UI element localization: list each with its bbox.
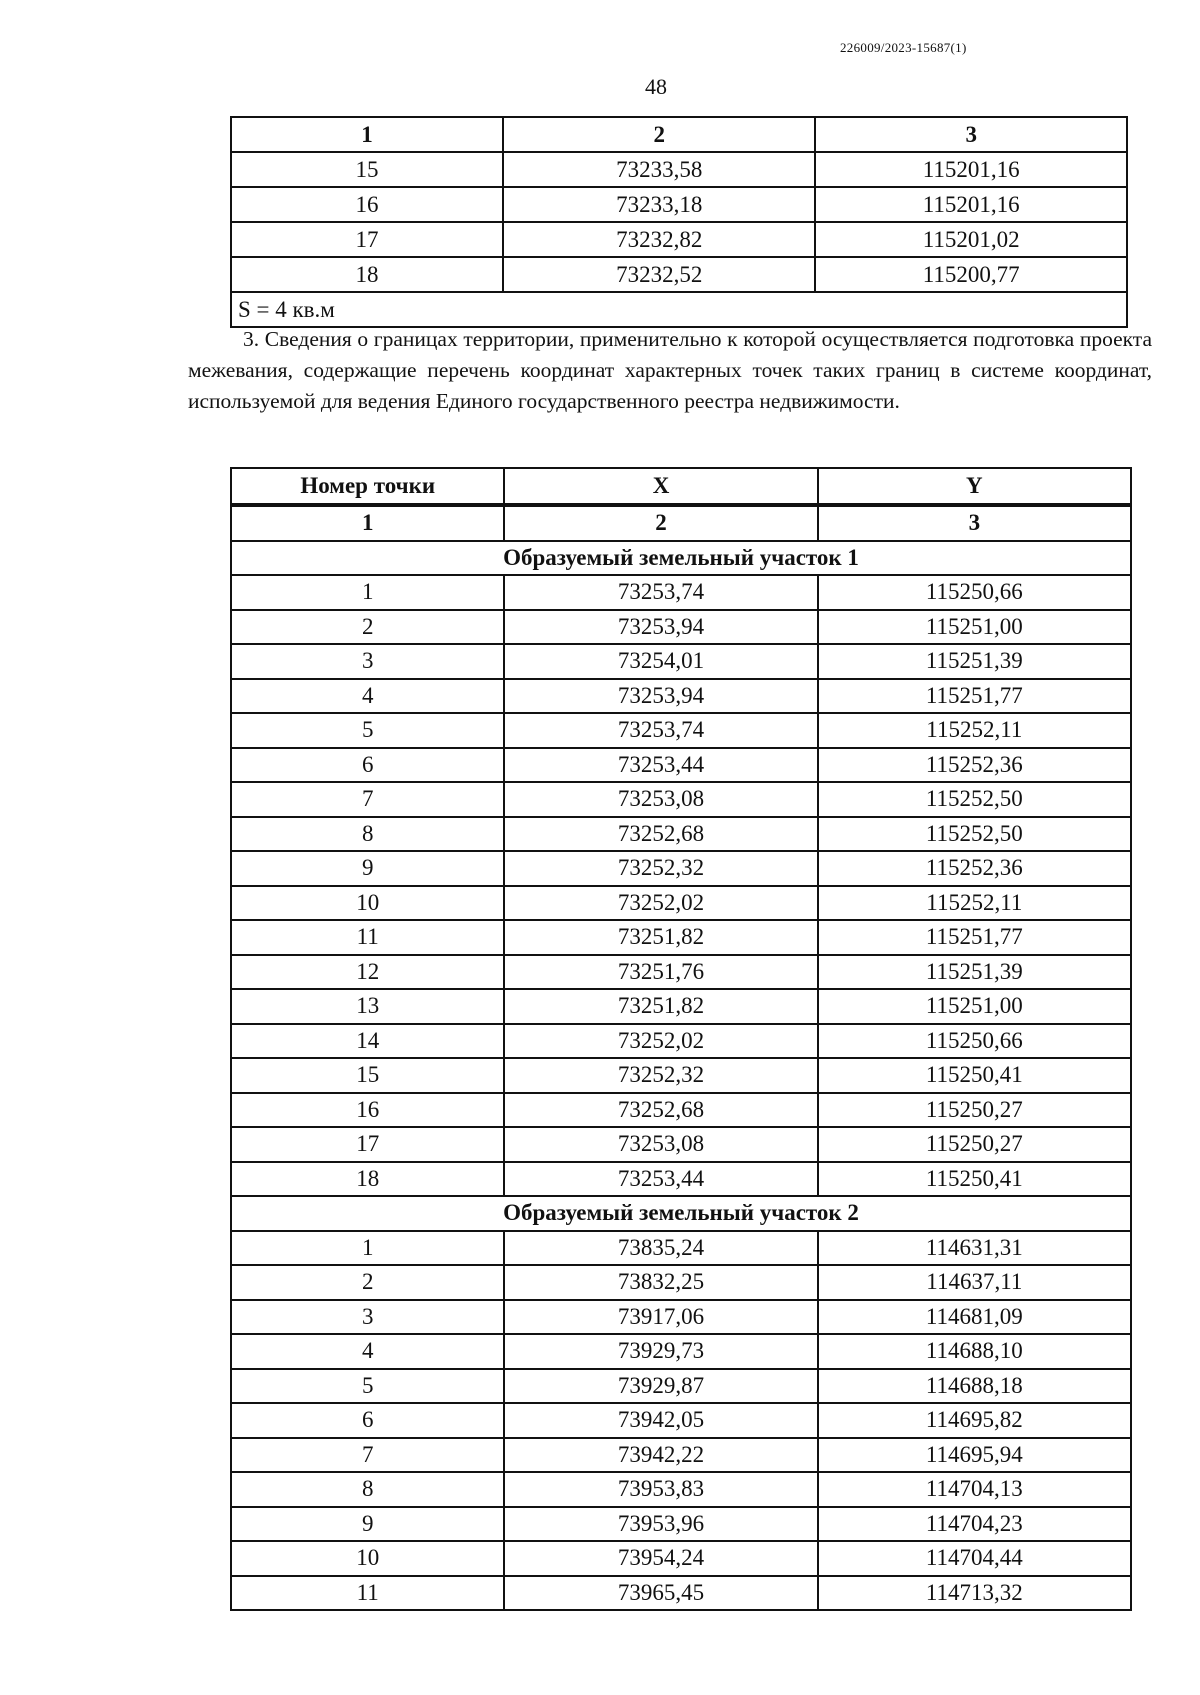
paragraph-text: 3. Сведения о границах территории, применительно к которой осуществляется подготовка проекта межевания, содержащие перечень координат характерных точек таких границ в системе координат, используемой для ведения Единого государственного реестра недвижимости. bbox=[188, 327, 1152, 413]
table-row bbox=[231, 257, 1127, 292]
point-number-cell: 1 bbox=[231, 575, 504, 610]
table-row bbox=[231, 679, 1131, 714]
table-row bbox=[231, 187, 1127, 222]
table-row bbox=[231, 955, 1131, 990]
table-row bbox=[231, 713, 1131, 748]
table-row bbox=[231, 851, 1131, 886]
y-coordinate-cell: 115201,16 bbox=[815, 152, 1127, 187]
table-row bbox=[231, 989, 1131, 1024]
column-number-3: 3 bbox=[818, 505, 1131, 541]
x-coordinate-cell: 73954,24 bbox=[504, 1541, 817, 1576]
y-coordinate-cell: 115250,27 bbox=[818, 1127, 1131, 1162]
y-coordinate-cell: 115201,16 bbox=[815, 187, 1127, 222]
y-coordinate-cell: 115250,41 bbox=[818, 1162, 1131, 1197]
point-number-cell: 16 bbox=[231, 1093, 504, 1128]
y-coordinate-cell: 115250,27 bbox=[818, 1093, 1131, 1128]
y-coordinate-cell: 115252,36 bbox=[818, 748, 1131, 783]
x-coordinate-cell: 73942,05 bbox=[504, 1403, 817, 1438]
column-number-3: 3 bbox=[815, 117, 1127, 152]
point-number-cell: 12 bbox=[231, 955, 504, 990]
table-row bbox=[231, 782, 1131, 817]
x-coordinate-cell: 73965,45 bbox=[504, 1576, 817, 1611]
x-coordinate-cell: 73253,94 bbox=[504, 610, 817, 645]
boundary-coordinates-table bbox=[230, 467, 1132, 1611]
table-row bbox=[231, 1127, 1131, 1162]
y-coordinate-cell: 114637,11 bbox=[818, 1265, 1131, 1300]
x-coordinate-cell: 73253,08 bbox=[504, 1127, 817, 1162]
x-coordinate-cell: 73832,25 bbox=[504, 1265, 817, 1300]
column-number-2: 2 bbox=[503, 117, 815, 152]
x-coordinate-cell: 73253,08 bbox=[504, 782, 817, 817]
x-coordinate-cell: 73233,18 bbox=[503, 187, 815, 222]
x-coordinate-cell: 73253,74 bbox=[504, 713, 817, 748]
y-coordinate-cell: 115252,36 bbox=[818, 851, 1131, 886]
y-coordinate-cell: 115252,11 bbox=[818, 713, 1131, 748]
x-coordinate-cell: 73252,02 bbox=[504, 886, 817, 921]
x-coordinate-cell: 73942,22 bbox=[504, 1438, 817, 1473]
coordinates-table-continued bbox=[230, 116, 1128, 328]
section-title: Образуемый земельный участок 1 bbox=[231, 541, 1131, 576]
y-coordinate-cell: 115250,66 bbox=[818, 1024, 1131, 1059]
point-number-cell: 7 bbox=[231, 782, 504, 817]
y-coordinate-cell: 115200,77 bbox=[815, 257, 1127, 292]
y-coordinate-cell: 114704,13 bbox=[818, 1472, 1131, 1507]
point-number-cell: 13 bbox=[231, 989, 504, 1024]
y-coordinate-cell: 114688,18 bbox=[818, 1369, 1131, 1404]
y-coordinate-cell: 114713,32 bbox=[818, 1576, 1131, 1611]
table-row bbox=[231, 152, 1127, 187]
x-coordinate-cell: 73929,87 bbox=[504, 1369, 817, 1404]
point-number-cell: 9 bbox=[231, 851, 504, 886]
x-coordinate-cell: 73953,96 bbox=[504, 1507, 817, 1542]
table-row bbox=[231, 886, 1131, 921]
area-row bbox=[231, 292, 1127, 327]
point-number-cell: 10 bbox=[231, 886, 504, 921]
y-coordinate-cell: 115252,11 bbox=[818, 886, 1131, 921]
point-number-cell: 15 bbox=[231, 1058, 504, 1093]
x-coordinate-cell: 73252,02 bbox=[504, 1024, 817, 1059]
table-row bbox=[231, 1369, 1131, 1404]
table-row bbox=[231, 1438, 1131, 1473]
x-coordinate-cell: 73233,58 bbox=[503, 152, 815, 187]
y-coordinate-cell: 114695,94 bbox=[818, 1438, 1131, 1473]
table-row bbox=[231, 1093, 1131, 1128]
point-number-cell: 7 bbox=[231, 1438, 504, 1473]
table-row bbox=[231, 1024, 1131, 1059]
point-number-cell: 9 bbox=[231, 1507, 504, 1542]
table-row bbox=[231, 1576, 1131, 1611]
point-number-cell: 2 bbox=[231, 1265, 504, 1300]
y-coordinate-cell: 115252,50 bbox=[818, 817, 1131, 852]
point-number-cell: 8 bbox=[231, 817, 504, 852]
table-row bbox=[231, 1058, 1131, 1093]
x-coordinate-cell: 73232,52 bbox=[503, 257, 815, 292]
section-title: Образуемый земельный участок 2 bbox=[231, 1196, 1131, 1231]
x-coordinate-cell: 73253,94 bbox=[504, 679, 817, 714]
y-coordinate-cell: 114704,44 bbox=[818, 1541, 1131, 1576]
y-coordinate-cell: 114631,31 bbox=[818, 1231, 1131, 1266]
section-title-row bbox=[231, 541, 1131, 576]
point-number-cell: 6 bbox=[231, 1403, 504, 1438]
header-y: Y bbox=[818, 468, 1131, 505]
section-3-paragraph bbox=[188, 324, 1152, 417]
y-coordinate-cell: 115251,39 bbox=[818, 955, 1131, 990]
x-coordinate-cell: 73252,68 bbox=[504, 817, 817, 852]
section-title-row bbox=[231, 1196, 1131, 1231]
x-coordinate-cell: 73917,06 bbox=[504, 1300, 817, 1335]
x-coordinate-cell: 73252,32 bbox=[504, 1058, 817, 1093]
column-number-row bbox=[231, 117, 1127, 152]
table-row bbox=[231, 222, 1127, 257]
y-coordinate-cell: 115251,00 bbox=[818, 610, 1131, 645]
table-row bbox=[231, 1265, 1131, 1300]
x-coordinate-cell: 73929,73 bbox=[504, 1334, 817, 1369]
point-number-cell: 14 bbox=[231, 1024, 504, 1059]
table-row bbox=[231, 575, 1131, 610]
table-row bbox=[231, 644, 1131, 679]
area-cell: S = 4 кв.м bbox=[231, 292, 1127, 327]
point-number-cell: 15 bbox=[231, 152, 503, 187]
point-number-cell: 8 bbox=[231, 1472, 504, 1507]
page-number: 48 bbox=[645, 74, 667, 99]
header-x: X bbox=[504, 468, 817, 505]
point-number-cell: 5 bbox=[231, 713, 504, 748]
point-number-cell: 2 bbox=[231, 610, 504, 645]
document-number: 226009/2023-15687(1) bbox=[840, 40, 967, 55]
table-row bbox=[231, 1403, 1131, 1438]
y-coordinate-cell: 115250,41 bbox=[818, 1058, 1131, 1093]
y-coordinate-cell: 114688,10 bbox=[818, 1334, 1131, 1369]
y-coordinate-cell: 114704,23 bbox=[818, 1507, 1131, 1542]
x-coordinate-cell: 73253,44 bbox=[504, 748, 817, 783]
x-coordinate-cell: 73251,82 bbox=[504, 920, 817, 955]
point-number-cell: 18 bbox=[231, 1162, 504, 1197]
point-number-cell: 3 bbox=[231, 644, 504, 679]
column-number-row bbox=[231, 505, 1131, 541]
table-row bbox=[231, 1507, 1131, 1542]
x-coordinate-cell: 73252,32 bbox=[504, 851, 817, 886]
point-number-cell: 5 bbox=[231, 1369, 504, 1404]
x-coordinate-cell: 73251,76 bbox=[504, 955, 817, 990]
column-number-1: 1 bbox=[231, 505, 504, 541]
y-coordinate-cell: 115251,77 bbox=[818, 679, 1131, 714]
x-coordinate-cell: 73253,44 bbox=[504, 1162, 817, 1197]
point-number-cell: 3 bbox=[231, 1300, 504, 1335]
point-number-cell: 11 bbox=[231, 920, 504, 955]
point-number-cell: 17 bbox=[231, 222, 503, 257]
x-coordinate-cell: 73252,68 bbox=[504, 1093, 817, 1128]
y-coordinate-cell: 115201,02 bbox=[815, 222, 1127, 257]
point-number-cell: 10 bbox=[231, 1541, 504, 1576]
column-number-1: 1 bbox=[231, 117, 503, 152]
y-coordinate-cell: 115251,39 bbox=[818, 644, 1131, 679]
y-coordinate-cell: 115252,50 bbox=[818, 782, 1131, 817]
point-number-cell: 11 bbox=[231, 1576, 504, 1611]
x-coordinate-cell: 73953,83 bbox=[504, 1472, 817, 1507]
point-number-cell: 4 bbox=[231, 679, 504, 714]
point-number-cell: 4 bbox=[231, 1334, 504, 1369]
x-coordinate-cell: 73835,24 bbox=[504, 1231, 817, 1266]
table-row bbox=[231, 1472, 1131, 1507]
point-number-cell: 6 bbox=[231, 748, 504, 783]
point-number-cell: 17 bbox=[231, 1127, 504, 1162]
table-row bbox=[231, 1541, 1131, 1576]
table-row bbox=[231, 1162, 1131, 1197]
table-header-row bbox=[231, 468, 1131, 505]
y-coordinate-cell: 114695,82 bbox=[818, 1403, 1131, 1438]
table-row bbox=[231, 1231, 1131, 1266]
header-point-number: Номер точки bbox=[231, 468, 504, 505]
point-number-cell: 1 bbox=[231, 1231, 504, 1266]
table-row bbox=[231, 920, 1131, 955]
point-number-cell: 16 bbox=[231, 187, 503, 222]
x-coordinate-cell: 73232,82 bbox=[503, 222, 815, 257]
y-coordinate-cell: 115251,77 bbox=[818, 920, 1131, 955]
table-row bbox=[231, 1300, 1131, 1335]
table-row bbox=[231, 817, 1131, 852]
column-number-2: 2 bbox=[504, 505, 817, 541]
table-row bbox=[231, 748, 1131, 783]
x-coordinate-cell: 73251,82 bbox=[504, 989, 817, 1024]
y-coordinate-cell: 114681,09 bbox=[818, 1300, 1131, 1335]
point-number-cell: 18 bbox=[231, 257, 503, 292]
x-coordinate-cell: 73254,01 bbox=[504, 644, 817, 679]
y-coordinate-cell: 115250,66 bbox=[818, 575, 1131, 610]
y-coordinate-cell: 115251,00 bbox=[818, 989, 1131, 1024]
table-row bbox=[231, 610, 1131, 645]
table-row bbox=[231, 1334, 1131, 1369]
x-coordinate-cell: 73253,74 bbox=[504, 575, 817, 610]
